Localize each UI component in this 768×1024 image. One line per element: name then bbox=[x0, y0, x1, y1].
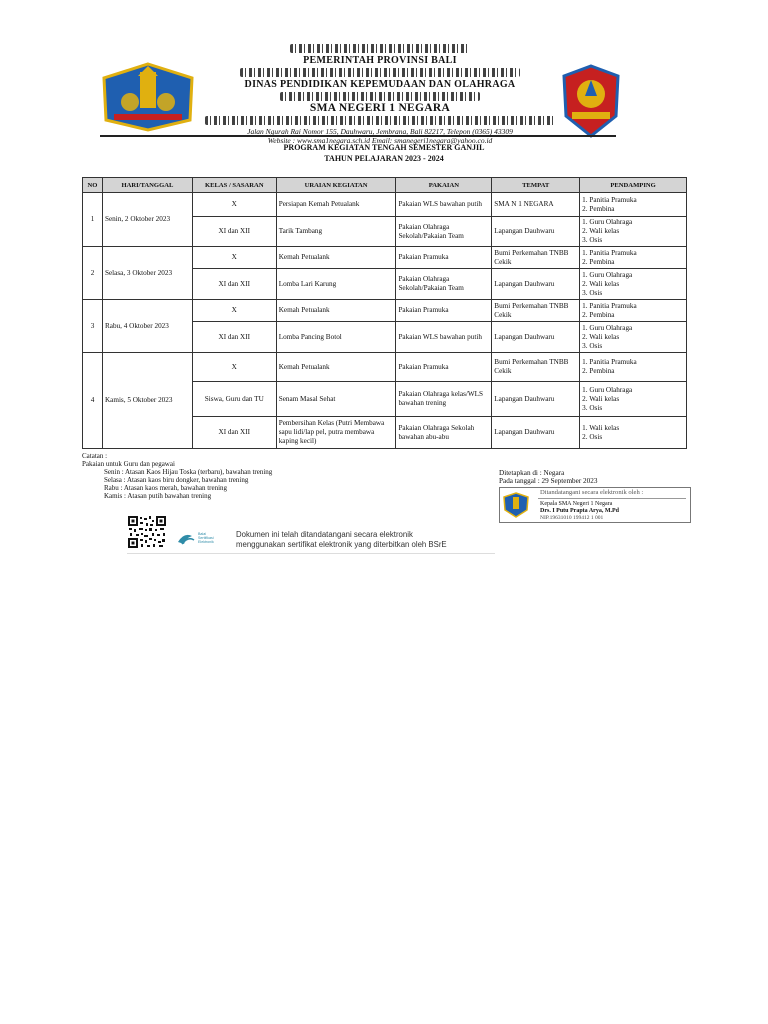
cell-class: XI dan XII bbox=[192, 417, 276, 449]
companion-line: 3. Osis bbox=[582, 341, 603, 350]
notes-title: Catatan : bbox=[82, 452, 108, 460]
cell-class: XI dan XII bbox=[192, 322, 276, 353]
cell-companion bbox=[580, 247, 687, 269]
companion-line: 1. Wali kelas bbox=[582, 423, 620, 432]
cell-attire: Pakaian Pramuka bbox=[396, 300, 492, 322]
schedule-table bbox=[82, 177, 687, 449]
cell-date: Senin, 2 Oktober 2023 bbox=[102, 193, 192, 247]
cell-place: Lapangan Dauhwaru bbox=[492, 322, 580, 353]
cell-class: XI dan XII bbox=[192, 269, 276, 300]
cell-place: Bumi Perkemahan TNBB Cekik bbox=[492, 353, 580, 382]
cell-activity: Senam Masal Sehat bbox=[276, 382, 396, 417]
letterhead-website: Website : www.sma1negara.sch.id Email: smanegeri1negara@yahoo.co.id bbox=[267, 136, 493, 145]
bsre-logo-text: Balai Sertifikasi Elektronik bbox=[198, 532, 214, 544]
table-row bbox=[83, 247, 687, 269]
header-attire: PAKAIAN bbox=[396, 178, 492, 193]
cell-place: Lapangan Dauhwaru bbox=[492, 269, 580, 300]
school-emblem-icon bbox=[560, 64, 622, 138]
cell-no: 4 bbox=[83, 353, 103, 449]
cell-activity: Kemah Petualank bbox=[276, 300, 396, 322]
cell-attire: Pakaian WLS bawahan putih bbox=[396, 322, 492, 353]
cell-class: X bbox=[192, 353, 276, 382]
companion-line: 1. Panitia Pramuka bbox=[582, 195, 637, 204]
cell-date: Kamis, 5 Oktober 2023 bbox=[102, 353, 192, 449]
cell-no: 2 bbox=[83, 247, 103, 300]
companion-line: 1. Panitia Pramuka bbox=[582, 301, 637, 310]
cell-place: Bumi Perkemahan TNBB Cekik bbox=[492, 300, 580, 322]
header-activity: URAIAN KEGIATAN bbox=[276, 178, 396, 193]
cell-companion bbox=[580, 353, 687, 382]
header-date: HARI/TANGGAL bbox=[102, 178, 192, 193]
bali-province-emblem-icon bbox=[100, 62, 196, 132]
e-signature-label: Ditandatangani secara elektronik oleh : bbox=[540, 489, 644, 496]
notes-item: Selasa : Atasan kaos biru dongker, bawahan trening bbox=[104, 476, 249, 484]
header-class: KELAS / SASARAN bbox=[192, 178, 276, 193]
cell-attire: Pakaian Olahraga Sekolah/Pakaian Team bbox=[396, 269, 492, 300]
header-place: TEMPAT bbox=[492, 178, 580, 193]
cell-activity: Lomba Pancing Botol bbox=[276, 322, 396, 353]
bali-province-emblem-icon bbox=[503, 492, 529, 518]
companion-line: 1. Panitia Pramuka bbox=[582, 248, 637, 257]
companion-line: 1. Guru Olahraga bbox=[582, 323, 633, 332]
e-signature-notice bbox=[236, 530, 447, 550]
cell-companion bbox=[580, 417, 687, 449]
header-no: NO bbox=[83, 178, 103, 193]
cell-attire: Pakaian WLS bawahan putih bbox=[396, 193, 492, 217]
signer-nip: NIP.19631010 199412 1 001 bbox=[540, 515, 604, 521]
cell-class: X bbox=[192, 193, 276, 217]
balinese-script-line bbox=[240, 68, 520, 77]
companion-line: 2. Wali kelas bbox=[582, 279, 620, 288]
cell-companion bbox=[580, 382, 687, 417]
companion-line: 1. Guru Olahraga bbox=[582, 218, 633, 226]
cell-attire: Pakaian Pramuka bbox=[396, 353, 492, 382]
cell-place: Lapangan Dauhwaru bbox=[492, 417, 580, 449]
cell-activity: Persiapan Kemah Petualank bbox=[276, 193, 396, 217]
e-signature-box bbox=[499, 487, 691, 523]
companion-line: 3. Osis bbox=[582, 236, 603, 244]
cell-companion bbox=[580, 217, 687, 247]
qr-code-icon bbox=[127, 515, 167, 549]
companion-line: 2. Wali kelas bbox=[582, 332, 620, 341]
cell-class: Siswa, Guru dan TU bbox=[192, 382, 276, 417]
cell-no: 3 bbox=[83, 300, 103, 353]
cell-companion bbox=[580, 269, 687, 300]
companion-line: 2. Wali kelas bbox=[582, 227, 620, 235]
cell-class: XI dan XII bbox=[192, 217, 276, 247]
cell-activity: Lomba Lari Karung bbox=[276, 269, 396, 300]
document-subtitle: TAHUN PELAJARAN 2023 - 2024 bbox=[324, 154, 444, 163]
cell-companion bbox=[580, 322, 687, 353]
cell-companion bbox=[580, 300, 687, 322]
cell-class: X bbox=[192, 247, 276, 269]
letterhead-line-2: DINAS PENDIDIKAN KEPEMUDAAN DAN OLAHRAGA bbox=[244, 79, 516, 90]
table-row bbox=[83, 353, 687, 382]
cell-attire: Pakaian Olahraga Sekolah bawahan abu-abu bbox=[396, 417, 492, 449]
header-companion: PENDAMPING bbox=[580, 178, 687, 193]
companion-line: 2. Pembina bbox=[582, 204, 615, 213]
letterhead-line-1: PEMERINTAH PROVINSI BALI bbox=[303, 55, 457, 66]
cell-attire: Pakaian Olahraga kelas/WLS bawahan trening bbox=[396, 382, 492, 417]
notes-intro: Pakaian untuk Guru dan pegawai bbox=[82, 460, 175, 468]
cell-activity: Pembersihan Kelas (Putri Membawa sapu lidi/lap pel, putra membawa kaping kecil) bbox=[276, 417, 396, 449]
notes-item: Senin : Atasan Kaos Hijau Toska (terbaru), bawahan trening bbox=[104, 468, 273, 476]
companion-line: 2. Osis bbox=[582, 432, 603, 441]
e-signature-rule bbox=[538, 498, 686, 499]
companion-line: 2. Wali kelas bbox=[582, 394, 620, 403]
document-heading bbox=[0, 142, 768, 164]
companion-line: 2. Pembina bbox=[582, 367, 615, 375]
letterhead-rule bbox=[100, 135, 616, 137]
cell-activity: Kemah Petualank bbox=[276, 353, 396, 382]
divider bbox=[127, 553, 495, 554]
cell-date: Selasa, 3 Oktober 2023 bbox=[102, 247, 192, 300]
notes-section bbox=[82, 452, 272, 500]
cell-place: Lapangan Dauhwaru bbox=[492, 217, 580, 247]
notes-item: Rabu : Atasan kaos merah, bawahan trening bbox=[104, 484, 228, 492]
e-signature-notice-line-2: menggunakan sertifikat elektronik yang diterbitkan oleh BSrE bbox=[236, 540, 447, 549]
letterhead-text bbox=[200, 42, 560, 145]
signer-position: Kepala SMA Negeri 1 Negara bbox=[540, 501, 613, 507]
cell-activity: Kemah Petualank bbox=[276, 247, 396, 269]
companion-line: 2. Pembina bbox=[582, 257, 615, 266]
letterhead-address: Jalan Ngurah Rai Nomor 155, Dauhwaru, Jembrana, Bali 82217, Telepon (0365) 43309 bbox=[247, 127, 513, 136]
cell-no: 1 bbox=[83, 193, 103, 247]
balinese-script-line bbox=[280, 92, 480, 101]
signature-place-date bbox=[499, 469, 597, 485]
cell-date: Rabu, 4 Oktober 2023 bbox=[102, 300, 192, 353]
companion-line: 1. Guru Olahraga bbox=[582, 270, 633, 279]
signature-date: Pada tanggal : 29 September 2023 bbox=[499, 477, 598, 485]
cell-activity: Tarik Tambang bbox=[276, 217, 396, 247]
table-row bbox=[83, 193, 687, 217]
companion-line: 3. Osis bbox=[582, 288, 603, 297]
cell-attire: Pakaian Pramuka bbox=[396, 247, 492, 269]
balinese-script-line bbox=[205, 116, 555, 125]
companion-line: 1. Guru Olahraga bbox=[582, 385, 633, 394]
cell-place: Lapangan Dauhwaru bbox=[492, 382, 580, 417]
companion-line: 3. Osis bbox=[582, 403, 603, 412]
cell-place: SMA N 1 NEGARA bbox=[492, 193, 580, 217]
companion-line: 1. Panitia Pramuka bbox=[582, 358, 637, 366]
letterhead-school-name: SMA NEGERI 1 NEGARA bbox=[309, 102, 451, 114]
signer-name: Drs. I Putu Prapta Arya, M.Pd bbox=[540, 508, 619, 514]
table-header-row bbox=[83, 178, 687, 193]
bsre-logo-icon bbox=[176, 530, 234, 546]
cell-attire: Pakaian Olahraga Sekolah/Pakaian Team bbox=[396, 217, 492, 247]
notes-item: Kamis : Atasan putih bawahan trening bbox=[104, 492, 212, 500]
cell-companion bbox=[580, 193, 687, 217]
document-title: PROGRAM KEGIATAN TENGAH SEMESTER GANJIL bbox=[283, 143, 485, 152]
companion-line: 2. Pembina bbox=[582, 310, 615, 319]
balinese-script-line bbox=[290, 44, 470, 53]
signature-place: Ditetapkan di : Negara bbox=[499, 469, 565, 477]
letterhead bbox=[100, 42, 616, 145]
cell-class: X bbox=[192, 300, 276, 322]
table-row bbox=[83, 300, 687, 322]
cell-place: Bumi Perkemahan TNBB Cekik bbox=[492, 247, 580, 269]
e-signature-notice-line-1: Dokumen ini telah ditandatangani secara elektronik bbox=[236, 530, 413, 539]
